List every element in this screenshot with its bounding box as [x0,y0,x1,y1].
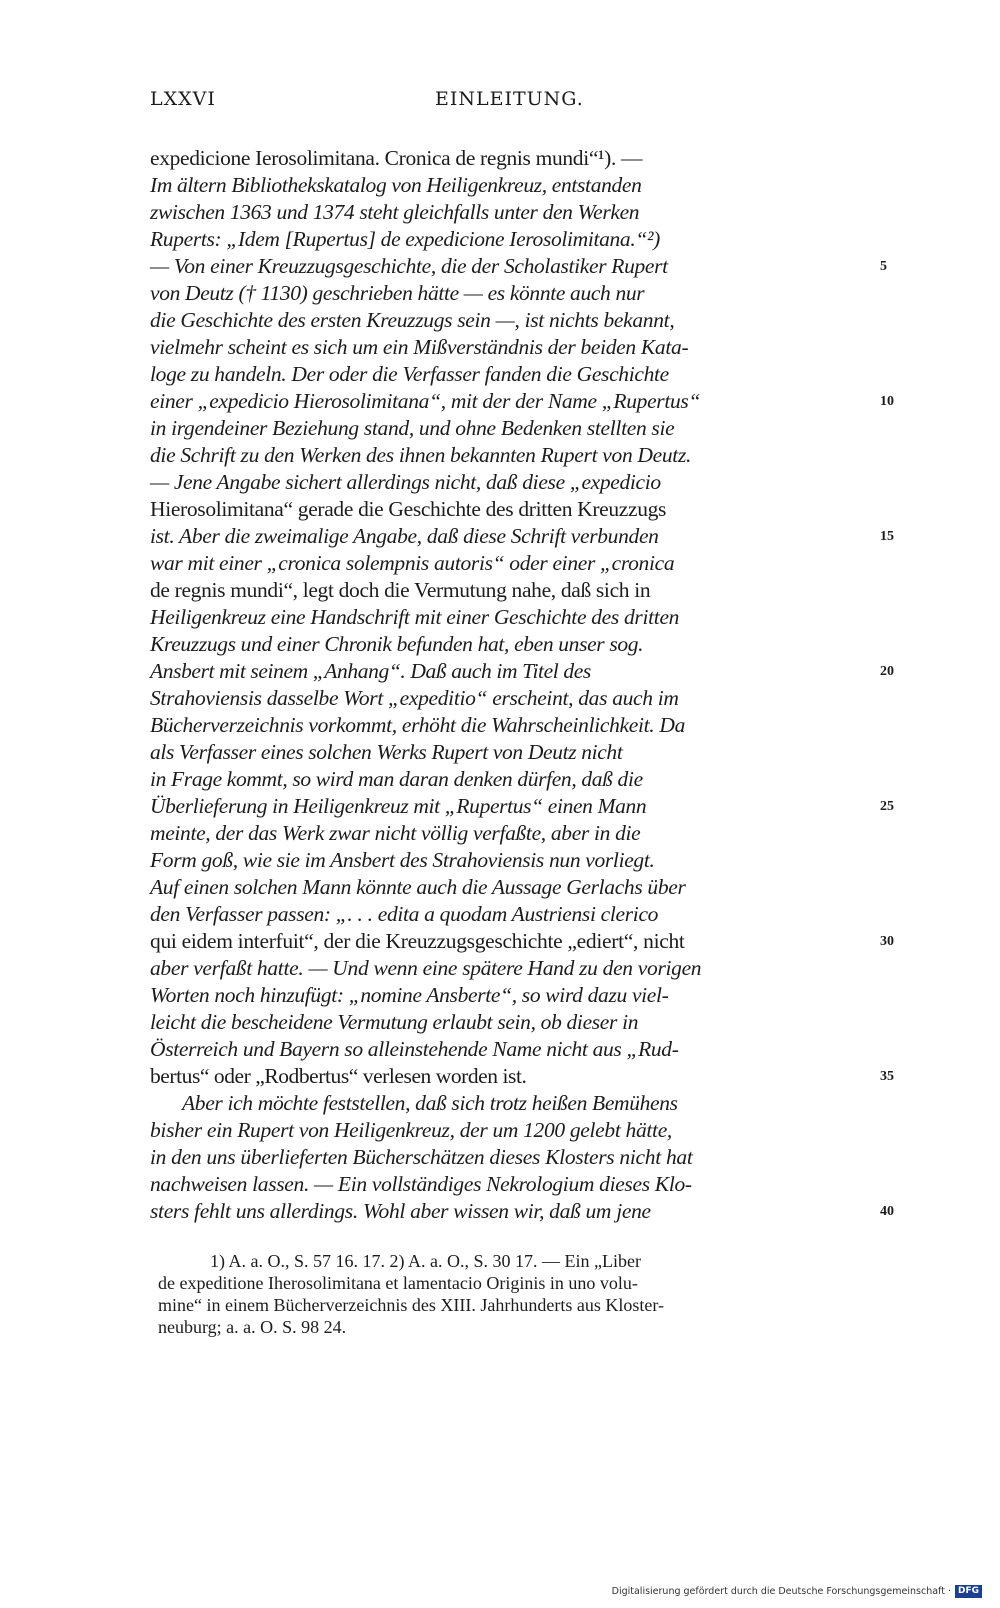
line-number: 10 [880,394,894,409]
text-line-content: die Schrift zu den Werken des ihnen bekannten Rupert von Deutz. [150,443,692,467]
line-number: 5 [880,259,887,274]
main-text [150,145,894,1225]
text-line [150,1036,870,1063]
text-line [150,955,870,982]
text-line [150,901,870,928]
text-line-content: Aber ich möchte feststellen, daß sich trotz heißen Bemühens [182,1091,678,1115]
text-line-content: Auf einen solchen Mann könnte auch die Aussage Gerlachs über [150,875,686,899]
footnote-line: 1) A. a. O., S. 57 16. 17. 2) A. a. O., S. 30 17. — Ein „Liber [210,1251,641,1271]
text-line-content: Bücherverzeichnis vorkommt, erhöht die Wahrscheinlichkeit. Da [150,713,686,737]
footnote-line: mine“ in einem Bücherverzeichnis des XIII. Jahrhunderts aus Kloster- [158,1295,664,1315]
text-line [150,739,870,766]
text-line-content: expedicione Ierosolimitana. Cronica de regnis mundi“¹). — [150,146,643,170]
text-line-content: Heiligenkreuz eine Handschrift mit einer Geschichte des dritten [150,605,680,629]
text-line-content: in Frage kommt, so wird man daran denken dürfen, daß die [150,767,643,791]
text-line-content: Ruperts: „Idem [Rupertus] de expedicione Ierosolimitana.“²) [150,227,660,251]
text-line [150,604,870,631]
text-line-content: meinte, der das Werk zwar nicht völlig verfaßte, aber in die [150,821,641,845]
text-line [150,523,894,550]
text-line [150,253,887,280]
line-number: 35 [880,1069,894,1084]
text-line [150,361,870,388]
text-line-content: Form goß, wie sie im Ansbert des Strahoviensis nun vorliegt. [150,848,655,872]
text-line-content: loge zu handeln. Der oder die Verfasser fanden die Geschichte [150,362,669,386]
text-line-content: Strahoviensis dasselbe Wort „expeditio“ erscheint, das auch im [150,686,679,710]
text-line [150,1009,870,1036]
text-line [150,307,870,334]
text-line-content: von Deutz († 1130) geschrieben hätte — es könnte auch nur [150,281,645,305]
line-number: 20 [880,664,894,679]
page-number: LXXVI [150,88,216,110]
text-line-content: aber verfaßt hatte. — Und wenn eine spätere Hand zu den vorigen [150,956,702,980]
dfg-logo-icon: DFG [955,1585,982,1598]
text-line-content: ist. Aber die zweimalige Angabe, daß diese Schrift verbunden [150,524,659,548]
text-line [150,982,870,1009]
text-line-content: sters fehlt uns allerdings. Wohl aber wissen wir, daß um jene [150,1199,651,1223]
text-line [150,496,870,523]
text-line-content: Hierosolimitana“ gerade die Geschichte des dritten Kreuzzugs [150,497,667,521]
text-line [150,577,870,604]
text-line-content: Im ältern Bibliothekskatalog von Heiligenkreuz, entstanden [150,173,642,197]
running-title: EINLEITUNG. [435,88,584,110]
text-line [150,928,894,955]
text-line [150,874,870,901]
text-line [150,1198,894,1225]
text-line [150,1144,870,1171]
text-line-content: Kreuzzugs und einer Chronik befunden hat, eben unser sog. [150,632,644,656]
line-number: 25 [880,799,894,814]
text-line [150,793,894,820]
text-line [150,172,870,199]
text-line-content: als Verfasser eines solchen Werks Rupert von Deutz nicht [150,740,623,764]
line-number: 40 [880,1204,894,1219]
text-line [150,631,870,658]
text-line-content: bisher ein Rupert von Heiligenkreuz, der um 1200 gelebt hätte, [150,1118,672,1142]
text-line [150,1117,870,1144]
page-header [150,88,870,118]
text-line-content: einer „expedicio Hierosolimitana“, mit der der Name „Rupertus“ [150,389,701,413]
text-line-content: Österreich und Bayern so alleinstehende Name nicht aus „Rud- [150,1037,679,1061]
text-line [150,766,870,793]
text-line-content: zwischen 1363 und 1374 steht gleichfalls unter den Werken [150,200,640,224]
text-line [150,1063,894,1090]
text-line [150,415,870,442]
footnotes [158,1250,878,1338]
text-line-content: Überlieferung in Heiligenkreuz mit „Rupertus“ einen Mann [150,794,647,818]
text-line-content: bertus“ oder „Rodbertus“ verlesen worden ist. [150,1064,527,1088]
text-line-content: nachweisen lassen. — Ein vollständiges Nekrologium dieses Klo- [150,1172,692,1196]
text-line-content: Ansbert mit seinem „Anhang“. Daß auch im Titel des [150,659,591,683]
text-line [150,442,870,469]
text-line-content: de regnis mundi“, legt doch die Vermutung nahe, daß sich in [150,578,651,602]
text-line-content: leicht die bescheidene Vermutung erlaubt sein, ob dieser in [150,1010,639,1034]
text-line-content: vielmehr scheint es sich um ein Mißverständnis der beiden Kata- [150,335,689,359]
text-line [150,1171,870,1198]
text-line [150,1090,870,1117]
text-line [150,658,894,685]
text-line-content: qui eidem interfuit“, der die Kreuzzugsgeschichte „ediert“, nicht [150,929,685,953]
text-line [150,847,870,874]
text-line-content: die Geschichte des ersten Kreuzzugs sein —, ist nichts bekannt, [150,308,675,332]
text-line-content: Worten noch hinzufügt: „nomine Ansberte“, so wird dazu viel- [150,983,669,1007]
attribution-text: Digitalisierung gefördert durch die Deutsche Forschungsgemeinschaft · [611,1586,951,1597]
text-line-content: war mit einer „cronica solempnis autoris“ oder einer „cronica [150,551,675,575]
text-line [150,820,870,847]
line-number: 30 [880,934,894,949]
text-line [150,199,870,226]
text-line [150,388,894,415]
text-line [150,685,870,712]
text-line-content: — Jene Angabe sichert allerdings nicht, daß diese „expedicio [150,470,661,494]
text-line-content: den Verfasser passen: „. . . edita a quodam Austriensi clerico [150,902,659,926]
text-line-content: — Von einer Kreuzzugsgeschichte, die der Scholastiker Rupert [150,254,668,278]
footnote-line: de expeditione Iherosolimitana et lamentacio Originis in uno volu- [158,1273,638,1293]
attribution [612,1585,982,1598]
line-number: 15 [880,529,894,544]
text-line [150,469,870,496]
text-line [150,550,870,577]
text-line [150,712,870,739]
text-line-content: in irgendeiner Beziehung stand, und ohne Bedenken stellten sie [150,416,675,440]
text-line [150,226,870,253]
text-line [150,334,870,361]
text-line [150,145,870,172]
text-line [150,280,870,307]
footnote-line: neuburg; a. a. O. S. 98 24. [158,1317,347,1337]
text-line-content: in den uns überlieferten Bücherschätzen dieses Klosters nicht hat [150,1145,693,1169]
